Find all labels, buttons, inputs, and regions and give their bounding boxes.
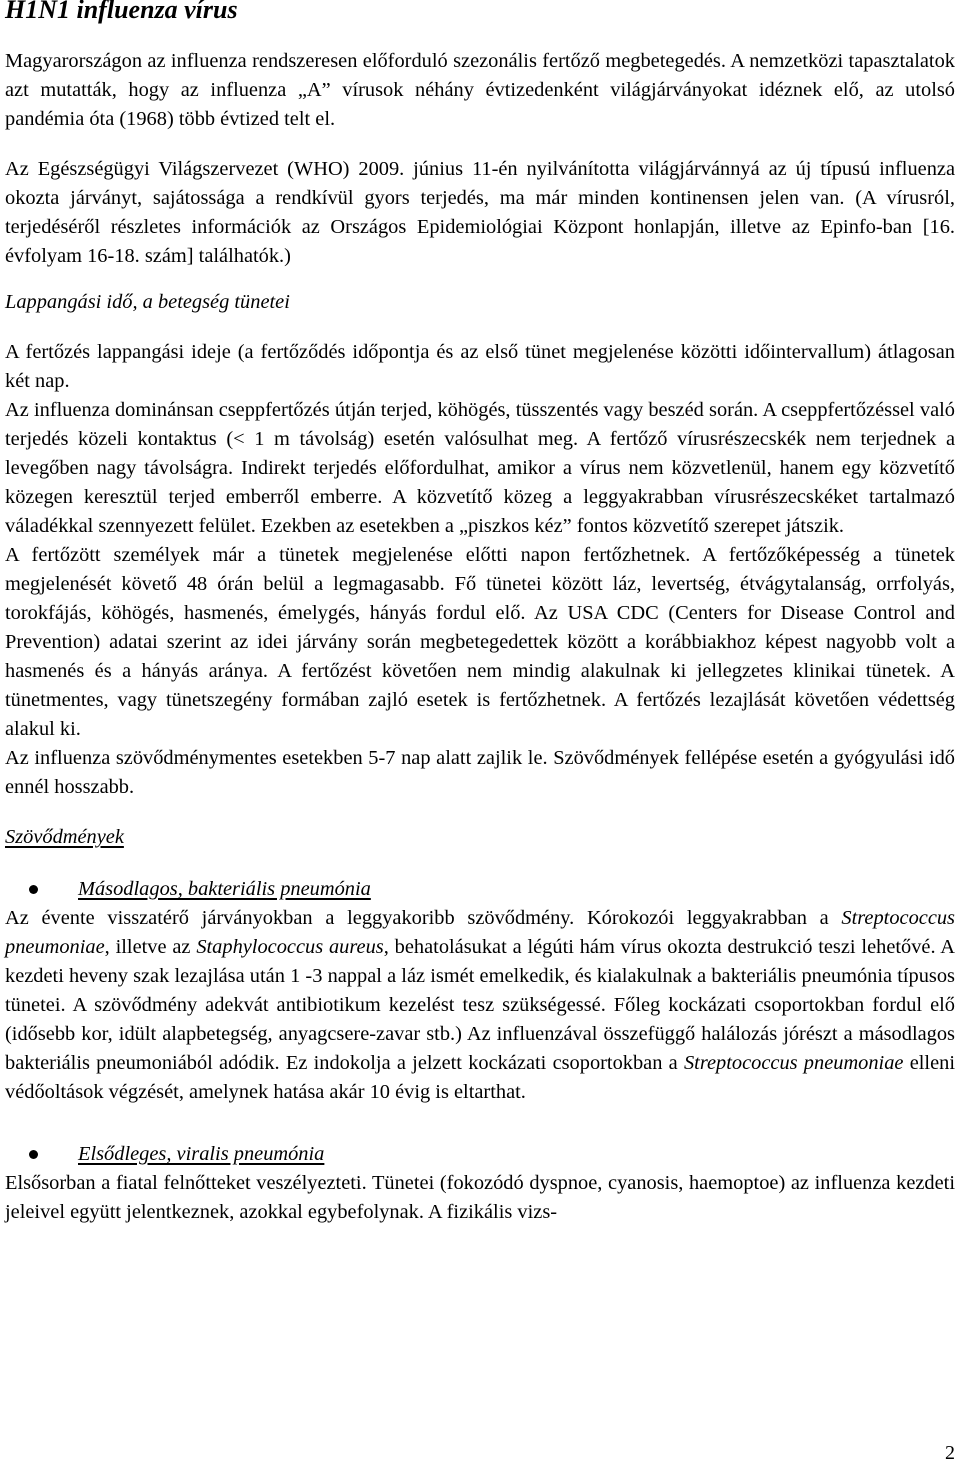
bullet-label: Elsődleges, viralis pneumónia — [78, 1143, 325, 1165]
paragraph-viral-pneumonia: Elsősorban a fiatal felnőtteket veszélyezteti. Tünetei (fokozódó dyspnoe, cyanosis, haemoptoe) az influenza kezdeti jeleivel együtt jelentkeznek, azokkal egybefolynak. A fizikális vizs- — [5, 1172, 955, 1223]
paragraph-incubation: A fertőzés lappangási ideje (a fertőződés időpontja és az első tünet megjelenése közötti időintervallum) átlagosan két nap. — [5, 341, 955, 392]
paragraph-duration: Az influenza szövődménymentes esetekben 5-7 nap alatt zajlik le. Szövődmények fellépése esetén a gyógyulási idő ennél hosszabb. — [5, 747, 955, 798]
species-name: Streptococcus pneumoniae — [683, 1052, 904, 1074]
section-heading-incubation: Lappangási idő, a betegség tünetei — [5, 291, 290, 313]
bullet-dot-icon — [29, 1150, 38, 1159]
document-title: H1N1 influenza vírus — [5, 0, 238, 24]
bullet-item-viral-pneumonia — [5, 1140, 955, 1169]
paragraph-bacterial-pneumonia — [5, 904, 955, 1107]
bullet-list-1 — [5, 875, 955, 904]
bullet-list-2 — [5, 1140, 955, 1169]
text-run: , behatolásukat a légúti hám vírus okozta destrukció teszi lehetővé. A kezdeti heveny szak lezajlása után 1 -3 nappal a láz ismét emelkedik, és kialakulnak a bakteriális pneumónia típusos tünetei. A szövődmény adekvát antibiotikum kezelést tesz szükségessé. Főleg kockázati csoportokban fordul elő (idősebb kor, idült alapbetegség, anyagcsere-zavar stb.) Az influenzával összefüggő halálozás jórészt a másodlagos bakteriális pneumoniából adódik. Ez indokolja a jelzett kockázati csoportokban a — [5, 936, 956, 1074]
paragraph-intro: Magyarországon az influenza rendszeresen előforduló szezonális fertőző megbetegedés. A nemzetközi tapasztalatok azt mutatták, hogy az influenza „A” vírusok néhány évtizedenként világjárványokat idéznek elő, az utolsó pandémia óta (1968) több évtized telt el. — [5, 50, 955, 130]
paragraph-who: Az Egészségügyi Világszervezet (WHO) 2009. június 11-én nyilvánította világjárvánnyá az új típusú influenza okozta járványt, sajátossága a rendkívül gyors terjedés, ma már minden kontinensen jelen van. (A vírusról, terjedéséről részletes információk az Országos Epidemiológiai Központ honlapján, illetve az Epinfo-ban [16. évfolyam 16-18. szám] találhatók.) — [5, 158, 955, 267]
species-name: Streptococcus pneumoniae — [5, 907, 955, 958]
bullet-item-bacterial-pneumonia — [5, 875, 955, 904]
paragraph-symptoms: A fertőzött személyek már a tünetek megjelenése előtti napon fertőzhetnek. A fertőzőképesség a tünetek megjelenését követő 48 órán belül a legmagasabb. Fő tünetei között láz, levertség, étvágytalanság, orrfolyás, torokfájás, köhögés, hasmenés, émelygés, hányás fordul elő. Az USA CDC (Centers for Disease Control and Prevention) adatai szerint az idei járvány során megbetegedettek között a korábbiakhoz képest nagyobb volt a hasmenés és a hányás aránya. A fertőzést követően nem mindig alakulnak ki jellegzetes klinikai tünetek. A tünetmentes, vagy tünetszegény formában zajló esetek is fertőzhetnek. A fertőzés lezajlását követően védettség alakul ki. — [5, 544, 955, 740]
text-run: Az évente visszatérő járványokban a leggyakoribb szövődmény. Kórokozói leggyakrabban a — [5, 907, 842, 929]
section-heading-complications: Szövődmények — [5, 826, 124, 848]
text-run: elleni védőoltások végzését, amelynek hatása akár 10 évig is eltarthat. — [5, 1052, 956, 1103]
bullet-dot-icon — [29, 885, 38, 894]
species-name: Staphylococcus aureus — [196, 936, 384, 958]
paragraph-transmission: Az influenza dominánsan cseppfertőzés útján terjed, köhögés, tüsszentés vagy beszéd során. A cseppfertőzéssel való terjedés közeli kontaktus (< 1 m távolság) esetén valósulhat meg. A fertőző vírusrészecskék nem terjednek a levegőben nagy távolságra. Indirekt terjedés előfordulhat, amikor a vírus nem közvetlenül, hanem egy közvetítő közegen keresztül terjed emberről emberre. A közvetítő közeg a leggyakrabban vírusrészecskéket tartalmazó váladékkal szennyezett felület. Ezekben az esetekben a „piszkos kéz” fontos közvetítő szerepet játszik. — [5, 399, 955, 537]
bullet-label: Másodlagos, bakteriális pneumónia — [78, 878, 371, 900]
text-run: , illetve az — [104, 936, 197, 958]
page-number: 2 — [945, 1442, 955, 1464]
